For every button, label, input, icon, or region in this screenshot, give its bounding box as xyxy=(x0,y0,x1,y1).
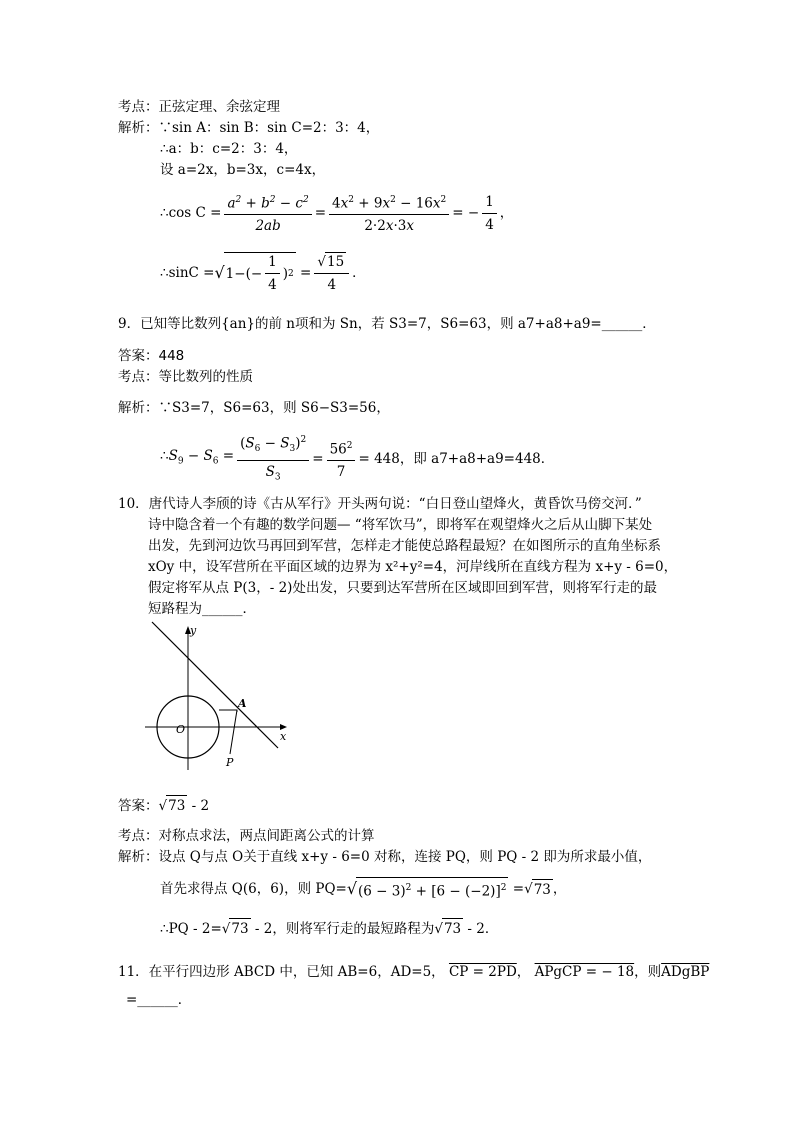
label-O: O xyxy=(176,723,186,736)
label-x: x xyxy=(280,730,287,743)
segment-to-A xyxy=(219,710,237,712)
q11-text: 11．在平行四边形 ABCD 中，已知 AB=6，AD=5， xyxy=(118,964,445,980)
q8-kaodian: 考点：正弦定理、余弦定理 xyxy=(118,99,280,115)
q9-jiexi: 解析：∵S3=7，S6=63，则 S6−S3=56， xyxy=(118,400,390,416)
q8-sin-result: $\frac{√15}{4}$ xyxy=(314,252,349,294)
q10-line1: 10．唐代诗人李颀的诗《古从军行》开头两句说：“白日登山望烽火，黄昏饮马傍交河．” xyxy=(118,496,642,512)
q9-question: 9．已知等比数列{an}的前 n项和为 Sn，若 S3=7，S6=63，则 a7+a8+a9=______． xyxy=(118,316,656,332)
q8-sin-lhs: ∴sinC = xyxy=(160,265,215,281)
q10-jiexi3a: ∴PQ - 2= xyxy=(160,921,222,937)
q10-jiexi2-text: 首先求得点 Q(6，6)，则 PQ= xyxy=(160,881,347,897)
q10-line3: 出发，先到河边饮马再回到军营，怎样走才能使总路程最短？在如图所示的直角坐标系 xyxy=(148,538,661,554)
q8-cos-frac2: $\frac{4x^2 + 9x^2 - 16x^2}{2\cdot 2x\cdot 3x}$ xyxy=(329,191,449,236)
q11-vec1: CP = 2PD xyxy=(448,964,517,980)
q11-line1 xyxy=(118,962,709,982)
q9-kaodian: 考点：等比数列的性质 xyxy=(118,369,253,385)
q11-vec2: APgCP = − 18 xyxy=(534,964,635,980)
q8-cos-result: $\frac{1}{4}$ xyxy=(482,193,497,234)
label-A: A xyxy=(238,697,247,710)
q10-jiexi3c: - 2． xyxy=(463,921,499,937)
q10-line2: 诗中隐含着一个有趣的数学问题— “将军饮马”，即将军在观望烽火之后从山脚下某处 xyxy=(148,517,653,533)
q8-jiexi-label: 解析： xyxy=(118,120,159,136)
q10-line5: 假定将军从点 P(3，- 2)处出发，只要到达军营所在区域即回到军营，则将军行走的最 xyxy=(148,580,657,596)
river-line xyxy=(152,622,278,748)
q10-answer-label: 答案： xyxy=(118,798,159,814)
q10-kaodian: 考点：对称点求法，两点间距离公式的计算 xyxy=(118,828,375,844)
q9-answer: 答案：448 xyxy=(118,348,185,364)
q9-result: = 448，即 a7+a8+a9=448． xyxy=(358,451,555,467)
q8-sin-formula: ∴sinC = √ 1−(− $\frac{1}{4}$ ) 2 = $\frac{√15}{4}$ ． xyxy=(160,254,366,293)
q9-frac2: $\frac{56^2}{7}$ xyxy=(327,437,356,482)
q11-sep2: ，则 xyxy=(634,964,662,980)
q10-jiexi2: 首先求得点 Q(6，6)，则 PQ= √ $(6 - 3)^2 + [6 - (-2)]^2$ = √ 73 ， xyxy=(160,876,566,902)
q10-jiexi3b: - 2，则将军行走的最短路程为 xyxy=(250,921,435,937)
q10-answer: 答案：√73 - 2 xyxy=(118,795,209,816)
q8-jiexi-line1 xyxy=(118,118,379,138)
q10-jiexi1: 解析：设点 Q与点 O关于直线 x+y - 6=0 对称，连接 PQ，则 PQ - 2 即为所求最小值， xyxy=(118,849,652,865)
q8-ratio-sides: ∴a：b：c=2：3：4， xyxy=(160,141,298,157)
q8-cos-formula: ∴cos C = $\frac{a^2 + b^2 - c^2}{2ab}$ = $\frac{4x^2 + 9x^2 - 16x^2}{2\cdot 2x\cdot 3x}$ = − $\frac{1}{4}$ ， xyxy=(160,190,513,236)
q11-vec3: ADgBP xyxy=(661,964,710,980)
q9-formula: $\therefore S_9 - S_6$ = $\frac{(S_6 - S_3)^2}{S_3}$ = $\frac{56^2}{7}$ = 448，即 a7+a8+a9=448． xyxy=(160,436,554,482)
label-y: y xyxy=(190,624,197,637)
q10-jiexi3: ∴PQ - 2=√73 - 2，则将军行走的最短路程为√73 - 2． xyxy=(160,918,498,939)
q8-ratio-sin: ∵sin A：sin B：sin C=2：3：4， xyxy=(158,120,380,136)
segment-A-to-P xyxy=(230,710,237,754)
q11-line2: =______． xyxy=(126,992,192,1008)
q10-line6: 短路程为______． xyxy=(148,601,256,617)
label-P: P xyxy=(226,756,234,769)
q10-answer-tail: - 2 xyxy=(187,798,210,814)
q8-cos-frac1: $\frac{a^2 + b^2 - c^2}{2ab}$ xyxy=(224,191,311,236)
q10-figure xyxy=(140,620,290,772)
q8-cos-lhs: ∴cos C = xyxy=(160,205,222,221)
q11-sep1: ， xyxy=(516,964,531,980)
q9-frac1: $\frac{(S_6 - S_3)^2}{S_3}$ xyxy=(237,431,309,487)
q8-assume-sides: 设 a=2x，b=3x，c=4x， xyxy=(160,162,326,178)
q10-line4: xOy 中，设军营所在平面区域的边界为 x²+y²=4，河岸线所在直线方程为 x+y - 6=0， xyxy=(148,559,678,575)
